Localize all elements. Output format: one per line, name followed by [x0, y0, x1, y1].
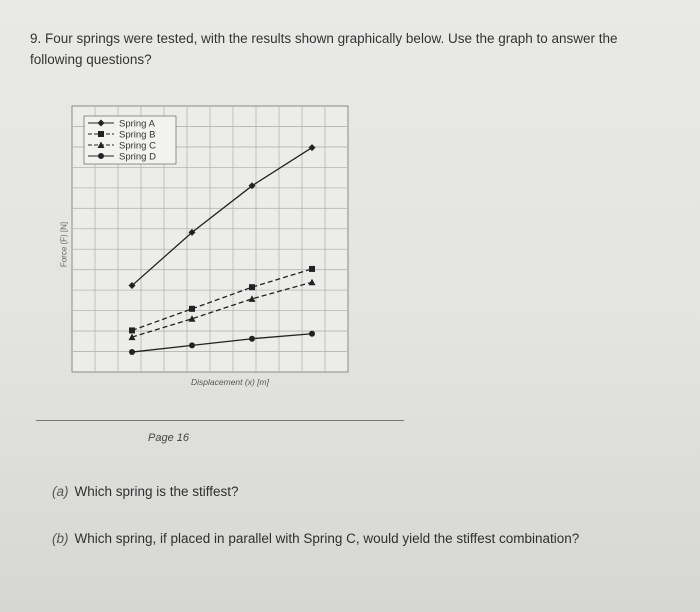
subquestion-a-label: (a) [52, 484, 69, 499]
subquestion-b-text: Which spring, if placed in parallel with Spring C, would yield the stiffest combination? [74, 531, 580, 546]
data-point-spring-b [129, 327, 135, 333]
legend-label: Spring C [119, 140, 156, 152]
chart-svg [60, 100, 360, 400]
page-number: Page 16 [148, 432, 189, 444]
data-point-spring-d [129, 349, 135, 355]
subquestion-b [52, 531, 579, 546]
legend-label: Spring B [119, 129, 156, 141]
legend-marker [98, 153, 104, 159]
question-line-2: following questions? [30, 52, 152, 67]
data-point-spring-b [309, 266, 315, 272]
y-axis-label: Force (F) [N] [59, 221, 69, 268]
data-point-spring-d [249, 336, 255, 342]
legend-marker [98, 131, 104, 137]
x-axis-label: Displacement (x) [m] [191, 377, 269, 387]
question-text [30, 28, 680, 70]
page-divider [36, 420, 404, 421]
data-point-spring-b [249, 284, 255, 290]
legend-label: Spring A [119, 118, 155, 130]
legend-label: Spring D [119, 151, 156, 163]
question-line-1: 9. Four springs were tested, with the results shown graphically below. Use the graph to answer the [30, 31, 618, 46]
data-point-spring-b [189, 306, 195, 312]
subquestion-a-text: Which spring is the stiffest? [74, 484, 239, 499]
data-point-spring-d [189, 342, 195, 348]
spring-chart [60, 100, 360, 400]
subquestion-b-label: (b) [52, 531, 69, 546]
subquestion-a [52, 484, 239, 499]
data-point-spring-d [309, 331, 315, 337]
